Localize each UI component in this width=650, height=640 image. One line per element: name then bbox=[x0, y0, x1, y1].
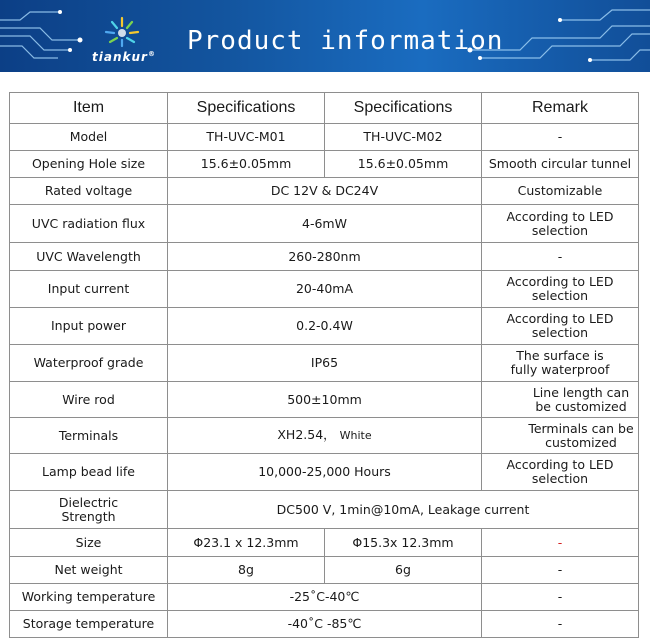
page-title: Product information bbox=[187, 26, 504, 56]
table-row bbox=[10, 151, 639, 178]
table-row bbox=[10, 454, 639, 491]
remark-value: According to LED selection bbox=[482, 205, 639, 243]
table-row bbox=[10, 271, 639, 308]
table-row bbox=[10, 418, 639, 454]
remark-value: - bbox=[482, 584, 639, 611]
spec-value: 15.6±0.05mm bbox=[325, 151, 482, 178]
remark-value: - bbox=[482, 611, 639, 638]
row-label: Model bbox=[10, 124, 168, 151]
remark-value: The surface is fully waterproof bbox=[482, 345, 639, 382]
remark-value: According to LED selection bbox=[482, 454, 639, 491]
spec-value: -25˚C-40℃ bbox=[168, 584, 482, 611]
row-label: Working temperature bbox=[10, 584, 168, 611]
header-item: Item bbox=[10, 93, 168, 124]
row-label: UVC radiation flux bbox=[10, 205, 168, 243]
spec-value: TH-UVC-M02 bbox=[325, 124, 482, 151]
row-label: Net weight bbox=[10, 557, 168, 584]
spec-value: TH-UVC-M01 bbox=[168, 124, 325, 151]
spec-value: 500±10mm bbox=[168, 382, 482, 418]
remark-value: Smooth circular tunnel bbox=[482, 151, 639, 178]
table-row bbox=[10, 124, 639, 151]
row-label: Lamp bead life bbox=[10, 454, 168, 491]
table-row bbox=[10, 584, 639, 611]
table-row bbox=[10, 382, 639, 418]
row-label: Storage temperature bbox=[10, 611, 168, 638]
spec-value: Φ23.1 x 12.3mm bbox=[168, 529, 325, 557]
table-row bbox=[10, 345, 639, 382]
remark-value: Customizable bbox=[482, 178, 639, 205]
header-spec-2: Specifications bbox=[325, 93, 482, 124]
remark-value: - bbox=[482, 124, 639, 151]
brand-name: tiankur® bbox=[92, 50, 156, 64]
remark-value: According to LED selection bbox=[482, 271, 639, 308]
row-label: UVC Wavelength bbox=[10, 243, 168, 271]
row-label: Terminals bbox=[10, 418, 168, 454]
remark-value: - bbox=[482, 557, 639, 584]
table-row bbox=[10, 557, 639, 584]
row-label: Rated voltage bbox=[10, 178, 168, 205]
table-row bbox=[10, 491, 639, 529]
row-label: Size bbox=[10, 529, 168, 557]
table-header-row bbox=[10, 93, 639, 124]
header-banner bbox=[0, 0, 650, 72]
spec-value: DC 12V & DC24V bbox=[168, 178, 482, 205]
spec-value: 10,000-25,000 Hours bbox=[168, 454, 482, 491]
header-remark: Remark bbox=[482, 93, 639, 124]
remark-value: - bbox=[482, 243, 639, 271]
remark-value: - bbox=[482, 529, 639, 557]
table-row bbox=[10, 243, 639, 271]
spec-table bbox=[9, 92, 639, 638]
spec-value: XH2.54， White bbox=[168, 418, 482, 454]
row-label: Wire rod bbox=[10, 382, 168, 418]
table-row bbox=[10, 611, 639, 638]
remark-value: According to LED selection bbox=[482, 308, 639, 345]
row-label: Dielectric Strength bbox=[10, 491, 168, 529]
table-row bbox=[10, 529, 639, 557]
spec-value: 6g bbox=[325, 557, 482, 584]
spec-value: 0.2-0.4W bbox=[168, 308, 482, 345]
spec-value: DC500 V, 1min@10mA, Leakage current bbox=[168, 491, 639, 529]
header-spec-1: Specifications bbox=[168, 93, 325, 124]
spec-value: 15.6±0.05mm bbox=[168, 151, 325, 178]
table-row bbox=[10, 205, 639, 243]
table-row bbox=[10, 308, 639, 345]
spec-value: 20-40mA bbox=[168, 271, 482, 308]
remark-value: Terminals can be customized bbox=[482, 418, 639, 454]
spec-value: Φ15.3x 12.3mm bbox=[325, 529, 482, 557]
spec-value: 4-6mW bbox=[168, 205, 482, 243]
remark-value: Line length can be customized bbox=[482, 382, 639, 418]
row-label: Input current bbox=[10, 271, 168, 308]
table-row bbox=[10, 178, 639, 205]
row-label: Opening Hole size bbox=[10, 151, 168, 178]
spec-value: -40˚C -85℃ bbox=[168, 611, 482, 638]
spec-value: 260-280nm bbox=[168, 243, 482, 271]
row-label: Waterproof grade bbox=[10, 345, 168, 382]
row-label: Input power bbox=[10, 308, 168, 345]
spec-value: 8g bbox=[168, 557, 325, 584]
spec-value: IP65 bbox=[168, 345, 482, 382]
